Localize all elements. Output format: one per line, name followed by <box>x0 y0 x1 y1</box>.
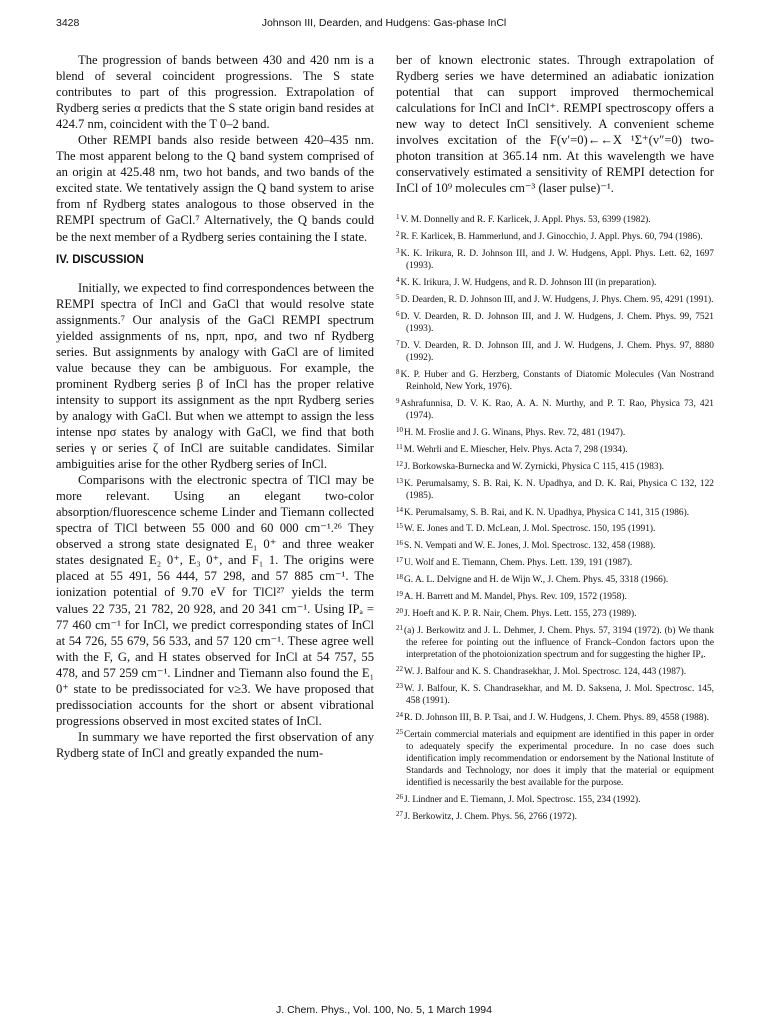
reference-text: Certain commercial materials and equipment are identified in this paper in order to adequately specify the experimental procedure. In no case does such identification imply recommendation or endorsement by the National Institute of Standards and Technology, nor does it imply that the material or equipment identified is necessarily the best available for the purpose. <box>404 729 714 788</box>
reference-text: G. A. L. Delvigne and H. de Wijn W., J. Chem. Phys. 45, 3318 (1966). <box>404 575 669 586</box>
reference-number: 19 <box>396 590 403 599</box>
reference-item <box>396 521 714 536</box>
reference-text: Ashrafunnisa, D. V. K. Rao, A. A. N. Murthy, and P. T. Rao, Physica 73, 421 (1974). <box>400 398 714 421</box>
reference-number: 13 <box>396 476 403 485</box>
reference-text: W. E. Jones and T. D. McLean, J. Mol. Spectrosc. 150, 195 (1991). <box>404 524 656 535</box>
reference-number: 2 <box>396 230 400 239</box>
reference-number: 1 <box>396 213 400 222</box>
reference-number: 12 <box>396 459 403 468</box>
reference-number: 18 <box>396 573 403 582</box>
paragraph-summary-start: In summary we have reported the first observation of any Rydberg state of InCl and greatly expanded the num- <box>56 729 374 760</box>
reference-number: 14 <box>396 505 403 514</box>
paragraph-other-rempi-bands: Other REMPI bands also reside between 420–435 nm. The most apparent belong to the Q band system comprised of an origin at 425.48 nm, two hot bands, and two bands of the excited state. We tentatively assign the Q band system to arise from nf Rydberg states analogous to those observed in the REMPI spectrum of GaCl.⁷ Alternatively, the Q bands could be the next member of a Rydberg series containing the I state. <box>56 133 374 244</box>
reference-item <box>396 246 714 273</box>
reference-text: R. F. Karlicek, B. Hammerlund, and J. Ginocchio, J. Appl. Phys. 60, 794 (1986). <box>400 232 703 243</box>
reference-item <box>396 681 714 708</box>
reference-item <box>396 212 714 227</box>
reference-number: 27 <box>396 809 403 818</box>
reference-item <box>396 555 714 570</box>
reference-number: 21 <box>396 624 403 633</box>
reference-number: 20 <box>396 607 403 616</box>
reference-number: 9 <box>396 396 400 405</box>
reference-item <box>396 309 714 336</box>
section-heading-discussion: IV. DISCUSSION <box>56 253 144 266</box>
reference-item <box>396 442 714 457</box>
reference-number: 7 <box>396 339 400 348</box>
reference-text: K. Perumalsamy, S. B. Rai, K. N. Upadhya, and D. K. Rai, Physica C 132, 122 (1985). <box>404 478 714 501</box>
reference-text: H. M. Froslie and J. G. Winans, Phys. Rev. 72, 481 (1947). <box>404 427 626 438</box>
reference-text: R. D. Johnson III, B. P. Tsai, and J. W. Hudgens, J. Chem. Phys. 89, 4558 (1988). <box>404 712 709 723</box>
paragraph-gacl-comparison: Initially, we expected to find correspondences between the REMPI spectra of InCl and GaCl that would resolve state assignments.⁷ Our analysis of the GaCl REMPI spectrum yielded assignments of ns, npπ, npσ, and two nf Rydberg series. But assignments by analogy with GaCl are of limited value because they can be ambiguous. For example, the prominent Rydberg series β of InCl has the proper relative intensity to support its assignment as the npπ Rydberg series by analogy with GaCl. But when we attempt to assign the less intense npσ states by analogy with GaCl, we find that both series γ or series ζ of InCl are suitable candidates. Similar ambiguities arise for the other Rydberg series of InCl. <box>56 280 374 472</box>
reference-text: M. Wehrli and E. Miescher, Helv. Phys. Acta 7, 298 (1934). <box>403 444 628 455</box>
reference-number: 10 <box>396 425 403 434</box>
page-number: 3428 <box>56 17 80 29</box>
reference-number: 15 <box>396 522 403 531</box>
running-title: Johnson III, Dearden, and Hudgens: Gas-phase InCl <box>261 17 507 29</box>
reference-item <box>396 710 714 725</box>
reference-item <box>396 792 714 807</box>
reference-text: S. N. Vempati and W. E. Jones, J. Mol. Spectrosc. 132, 458 (1988). <box>404 541 656 552</box>
reference-text: K. Perumalsamy, S. B. Rai, and K. N. Upadhya, Physica C 141, 315 (1986). <box>404 507 690 518</box>
reference-text: K. K. Irikura, J. W. Hudgens, and R. D. Johnson III (in preparation). <box>400 278 657 289</box>
paragraph-band-progression: The progression of bands between 430 and 420 nm is a blend of several coincident progressions. The S state contributes to part of this progression. Extrapolation of Rydberg series α predicts that the S state origin band resides at 424.7 nm, coincident with the T 0–2 band. <box>56 53 374 132</box>
reference-item <box>396 275 714 290</box>
reference-number: 8 <box>396 367 400 376</box>
reference-item <box>396 809 714 824</box>
page-footer: J. Chem. Phys., Vol. 100, No. 5, 1 March 1994 <box>276 1004 492 1016</box>
left-column <box>56 52 374 761</box>
reference-item <box>396 664 714 679</box>
reference-number: 24 <box>396 710 403 719</box>
reference-item <box>396 727 714 790</box>
reference-text: J. Hoeft and K. P. R. Nair, Chem. Phys. Lett. 155, 273 (1989). <box>404 609 637 620</box>
reference-item <box>396 623 714 662</box>
reference-item <box>396 338 714 365</box>
reference-item <box>396 589 714 604</box>
reference-item <box>396 229 714 244</box>
reference-text: (a) J. Berkowitz and J. L. Dehmer, J. Chem. Phys. 57, 3194 (1972). (b) We thank the referee for pointing out the influence of Franck–Condon factors upon the interpretation of the photoionization spectrum and for suggesting the higher IPₐ. <box>404 626 714 661</box>
reference-text: K. K. Irikura, R. D. Johnson III, and J. W. Hudgens, Appl. Phys. Lett. 62, 1697 (1993). <box>400 249 714 272</box>
reference-item <box>396 476 714 503</box>
reference-number: 22 <box>396 665 403 674</box>
page-header <box>56 17 712 31</box>
reference-text: W. J. Balfour and K. S. Chandrasekhar, J. Mol. Spectrosc. 124, 443 (1987). <box>404 667 687 678</box>
reference-number: 5 <box>396 293 400 302</box>
reference-text: J. Borkowska-Burnecka and W. Zyrnicki, Physica C 115, 415 (1983). <box>404 461 665 472</box>
reference-item <box>396 459 714 474</box>
reference-number: 17 <box>396 556 403 565</box>
reference-number: 16 <box>396 539 403 548</box>
reference-text: D. V. Dearden, R. D. Johnson III, and J. W. Hudgens, J. Chem. Phys. 97, 8880 (1992). <box>400 341 714 363</box>
reference-item <box>396 425 714 440</box>
reference-item <box>396 538 714 553</box>
reference-number: 11 <box>396 442 403 451</box>
reference-number: 23 <box>396 682 403 691</box>
reference-item <box>396 606 714 621</box>
reference-text: K. P. Huber and G. Herzberg, Constants of Diatomic Molecules (Van Nostrand Reinhold, New York, 1976). <box>400 369 714 392</box>
reference-item <box>396 396 714 423</box>
reference-number: 6 <box>396 310 400 319</box>
reference-text: J. Lindner and E. Tiemann, J. Mol. Spectrosc. 155, 234 (1992). <box>404 794 641 805</box>
reference-list <box>396 212 714 823</box>
paragraph-tlcl-comparison: Comparisons with the electronic spectra of TlCl may be more relevant. Using an elegant two-color absorption/fluorescence scheme Linder and Tiemann collected spectra of TlCl between 55 000 and 60 000 cm⁻¹.²⁶ They observed a strong state designated E₁ 0⁺ and three weaker states designated E₂ 0⁺, E₃ 0⁺, and F₁ 1. The origins were placed at 55 491, 56 444, 57 298, and 57 885 cm⁻¹. The ionization potential of 9.70 eV for TlCl²⁷ yields the term values 22 735, 21 782, 20 928, and 20 341 cm⁻¹. Using IPₐ = 77 460 cm⁻¹ for InCl, we predict corresponding states of InCl at 54 726, 55 679, 56 533, and 57 120 cm⁻¹. These agree well with the F, G, and H states observed for InCl at 54 757, 55 478, and 57 259 cm⁻¹. Lindner and Tiemann also found the E₁ 0⁺ state to be predissociated for v≥3. We have proposed that predissociation accounts for the short or absent vibrational progressions observed in most excited states of InCl. <box>56 473 374 728</box>
reference-text: V. M. Donnelly and R. F. Karlicek, J. Appl. Phys. 53, 6399 (1982). <box>400 215 651 226</box>
reference-item <box>396 292 714 307</box>
paragraph-summary-continued: ber of known electronic states. Through extrapolation of Rydberg series we have determined an adiabatic ionization potential that can support improved thermochemical calculations for InCl and InCl⁺. REMPI spectroscopy offers a new way to detect InCl sensitively. A convenient scheme involves excitation of the F(v′=0)←←X ¹Σ⁺(v″=0) two-photon transition at 365.14 nm. At this wavelength we have conservatively estimated a sensitivity of REMPI detection for InCl of 10⁹ molecules cm⁻³ (laser pulse)⁻¹. <box>396 53 714 196</box>
reference-text: D. V. Dearden, R. D. Johnson III, and J. W. Hudgens, J. Chem. Phys. 99, 7521 (1993). <box>400 312 714 335</box>
reference-text: W. J. Balfour, K. S. Chandrasekhar, and M. D. Saksena, J. Mol. Spectrosc. 145, 458 (1991). <box>404 684 714 706</box>
reference-text: J. Berkowitz, J. Chem. Phys. 56, 2766 (1972). <box>404 811 577 822</box>
reference-item <box>396 505 714 520</box>
reference-number: 3 <box>396 247 400 256</box>
reference-number: 4 <box>396 276 400 285</box>
right-column <box>396 52 714 826</box>
reference-number: 26 <box>396 792 403 801</box>
reference-text: A. H. Barrett and M. Mandel, Phys. Rev. 109, 1572 (1958). <box>404 592 627 603</box>
reference-item <box>396 572 714 587</box>
reference-item <box>396 367 714 394</box>
reference-text: U. Wolf and E. Tiemann, Chem. Phys. Lett. 139, 191 (1987). <box>404 558 633 569</box>
reference-text: D. Dearden, R. D. Johnson III, and J. W. Hudgens, J. Phys. Chem. 95, 4291 (1991). <box>400 295 714 306</box>
reference-number: 25 <box>396 727 403 736</box>
